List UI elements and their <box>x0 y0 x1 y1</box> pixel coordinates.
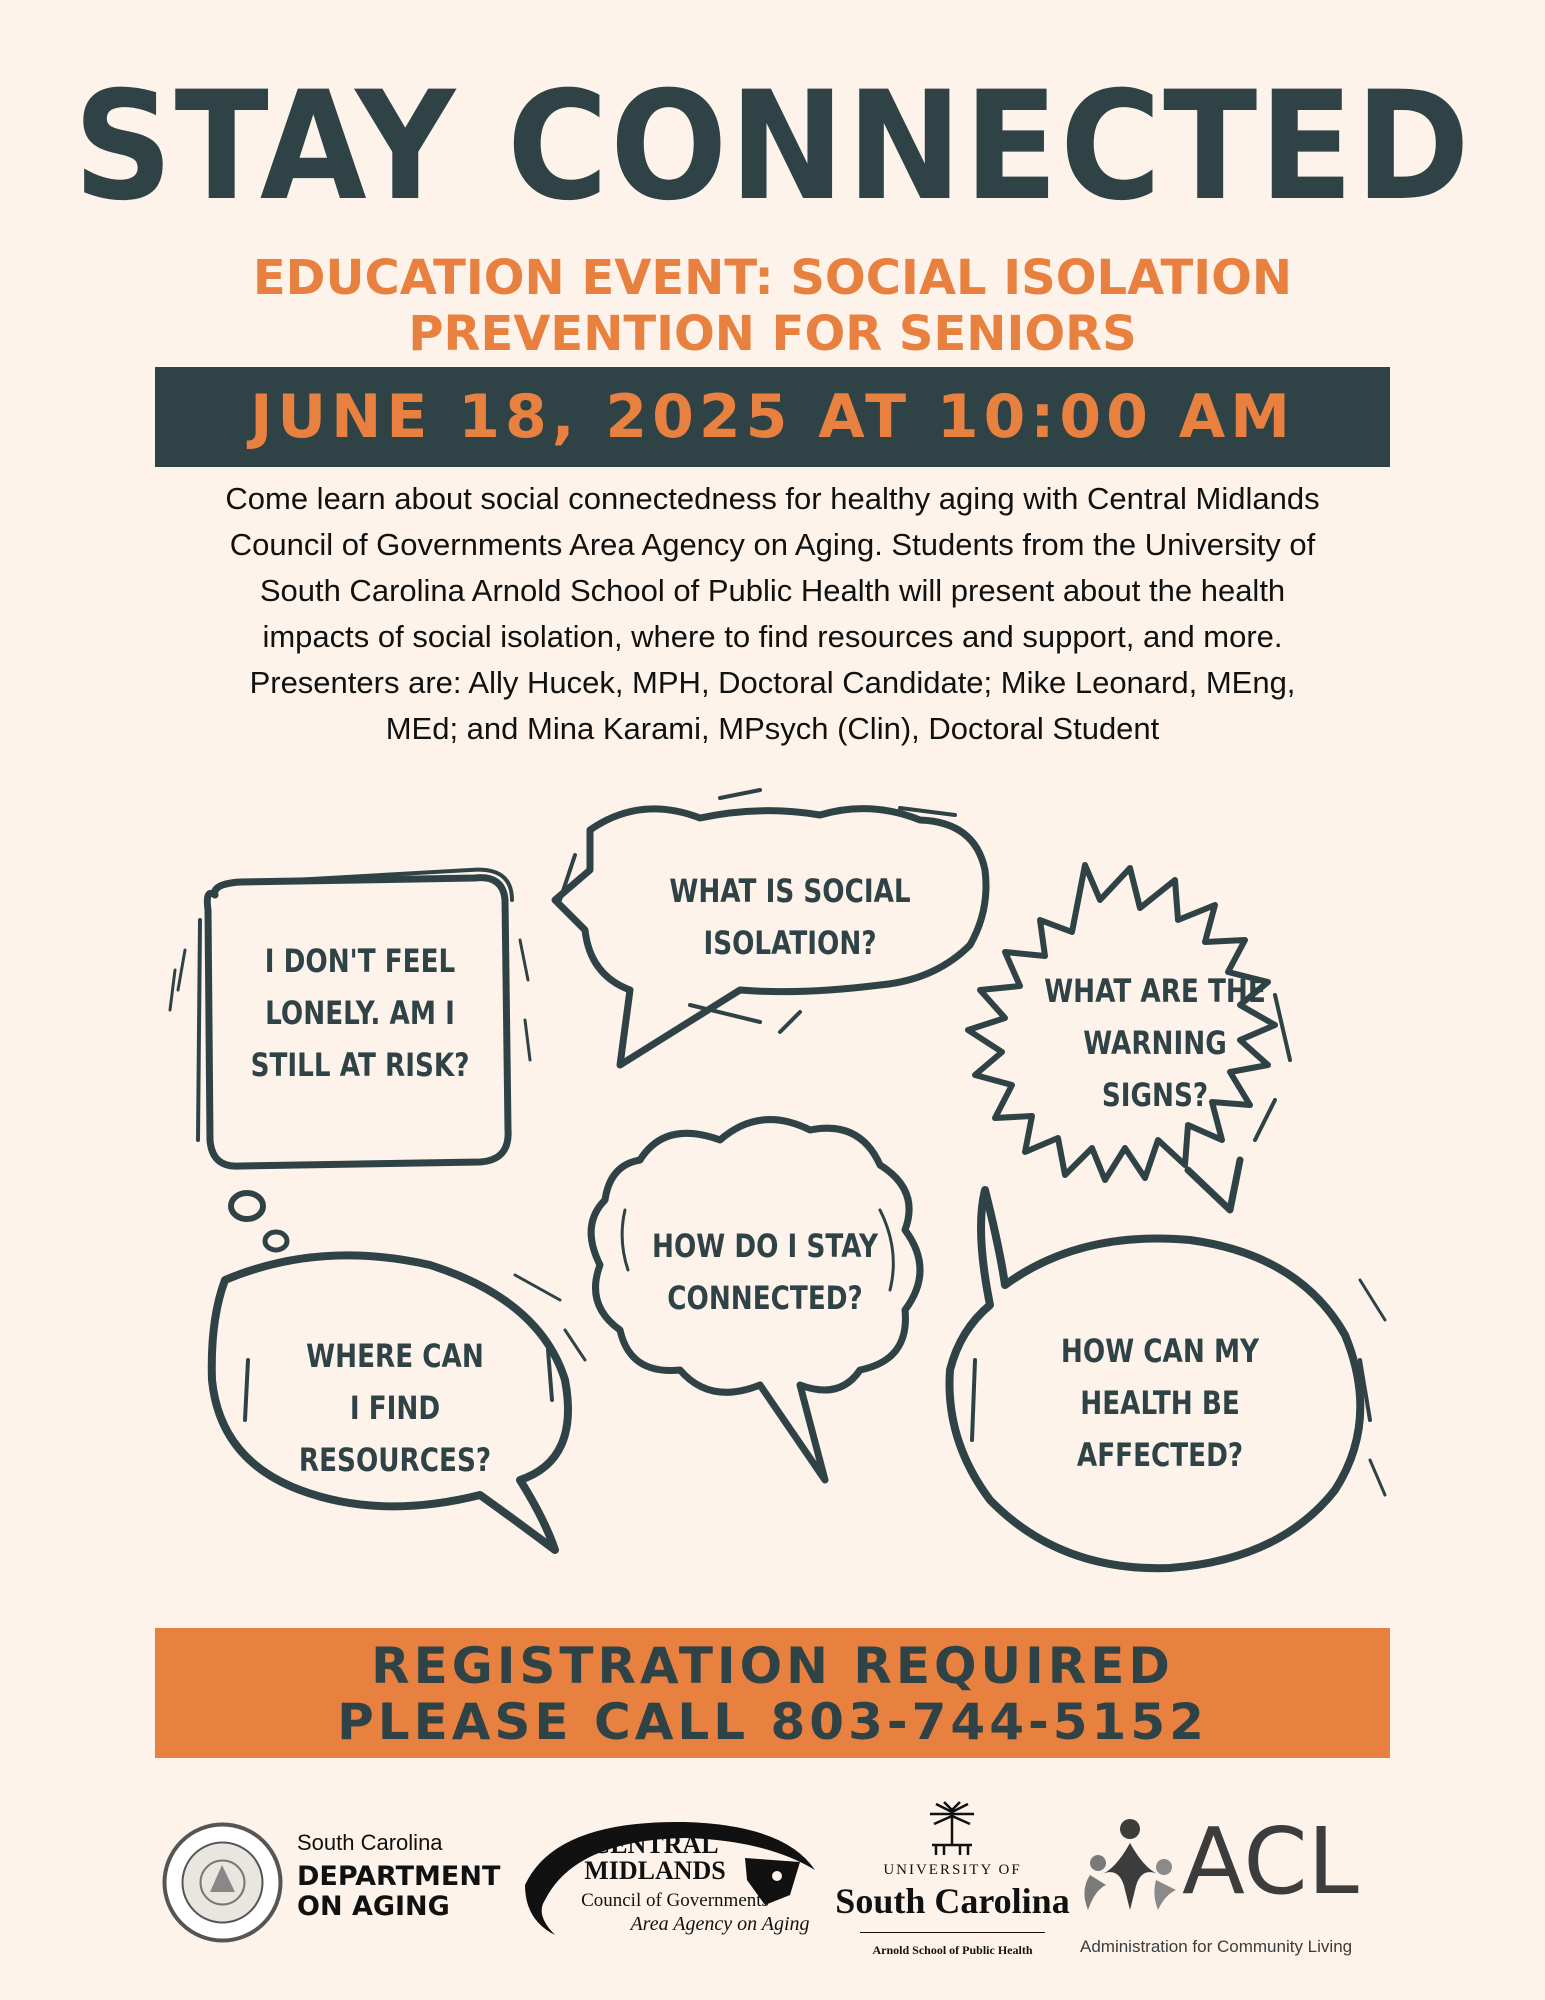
bubble-line: HEALTH BE <box>1080 1384 1240 1422</box>
cm-line2: MIDLANDS <box>584 1856 726 1885</box>
people-icon <box>1080 1815 1180 1915</box>
registration-required: REGISTRATION REQUIRED <box>371 1637 1174 1695</box>
usc-line2: South Carolina <box>835 1881 1070 1921</box>
bubble-resources <box>256 1330 535 1486</box>
usc-line3: Arnold School of Public Health <box>872 1943 1033 1957</box>
palmetto-icon <box>922 1800 982 1860</box>
bubble-line: STILL AT RISK? <box>250 1046 470 1084</box>
central-midlands-logo <box>515 1810 830 1960</box>
acl-logo <box>1080 1808 1380 1965</box>
cm-line1: CENTRAL <box>591 1830 719 1859</box>
usc-line1: UNIVERSITY OF <box>883 1862 1022 1878</box>
bubble-line: I DON'T FEEL <box>264 942 456 980</box>
event-subtitle <box>0 250 1545 362</box>
description-line: Council of Governments Area Agency on Aging. Students from the University of <box>229 527 1316 562</box>
bubble-line: WHAT IS SOCIAL <box>669 872 911 910</box>
usc-divider <box>860 1932 1045 1933</box>
thought-dot <box>265 1232 287 1250</box>
bubble-line: I FIND RESOURCES? <box>298 1389 492 1479</box>
description-line: MEd; and Mina Karami, MPsych (Clin), Doctoral Student <box>385 711 1160 746</box>
description-line: Presenters are: Ally Hucek, MPH, Doctoral Candidate; Mike Leonard, MEng, <box>249 665 1296 700</box>
bubble-line: CONNECTED? <box>667 1279 863 1317</box>
bubble-warning <box>1032 965 1278 1121</box>
cm-line4: Area Agency on Aging <box>630 1913 810 1935</box>
bubble-line: AFFECTED? <box>1076 1436 1244 1474</box>
bubble-line: LONELY. AM I <box>265 994 455 1032</box>
usc-logo <box>830 1800 1075 1970</box>
subtitle-line-1: EDUCATION EVENT: SOCIAL ISOLATION <box>252 250 1293 306</box>
acl-name: Administration for Community Living <box>1080 1937 1353 1956</box>
bubble-health <box>1037 1325 1283 1481</box>
bubble-line: HOW DO I STAY <box>651 1227 879 1265</box>
bubble-what-is <box>651 865 930 969</box>
event-description <box>140 476 1405 752</box>
bubble-line: HOW CAN MY <box>1060 1332 1260 1370</box>
description-line: South Carolina Arnold School of Public Health will present about the health <box>259 573 1286 608</box>
bubble-line: WHAT ARE THE <box>1044 972 1266 1010</box>
description-line: Come learn about social connectedness for healthy aging with Central Midlands <box>225 481 1320 516</box>
sc-doa-line2: ON AGING <box>297 1891 450 1922</box>
question-bubbles <box>0 760 1545 1580</box>
sc-doa-seal <box>160 1820 285 1945</box>
page-title: STAY CONNECTED <box>73 60 1472 234</box>
cm-line3: Council of Governments <box>581 1890 769 1911</box>
bubble-line: WHERE CAN <box>306 1337 484 1375</box>
event-date-banner: JUNE 18, 2025 AT 10:00 AM <box>155 367 1390 467</box>
sc-doa-text <box>297 1830 527 1922</box>
sponsor-logos <box>0 1790 1545 1980</box>
subtitle-line-2: PREVENTION FOR SENIORS <box>408 306 1137 362</box>
sc-doa-line1: DEPARTMENT <box>297 1861 501 1892</box>
registration-banner <box>155 1628 1390 1758</box>
description-line: impacts of social isolation, where to find resources and support, and more. <box>262 619 1283 654</box>
thought-dot <box>231 1193 263 1219</box>
bubble-stay <box>642 1220 888 1324</box>
registration-phone: PLEASE CALL 803-744-5152 <box>337 1693 1208 1751</box>
seal-icon <box>160 1820 285 1945</box>
bubble-line: WARNING SIGNS? <box>1083 1024 1227 1114</box>
sc-doa-state: South Carolina <box>297 1830 443 1855</box>
bubble-lonely <box>241 935 479 1091</box>
bubble-line: ISOLATION? <box>703 924 877 962</box>
acl-abbr: ACL <box>1182 1808 1359 1915</box>
cm-name <box>570 1832 740 1884</box>
